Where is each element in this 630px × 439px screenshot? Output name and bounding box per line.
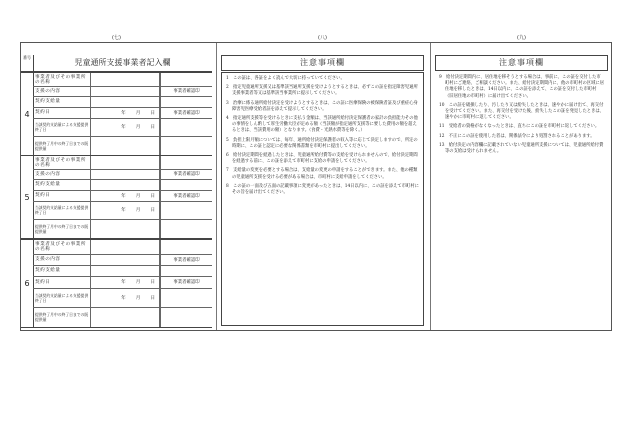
confirm-stamp-box <box>160 307 212 327</box>
note-item: 6 給付決定期間を経過したときは、児童通所給付費等の支給を受けられませんので、給付決定期間を経過する前に、この証を添えて市町村に支給の申請をしてください。 <box>226 153 418 165</box>
end-date-field[interactable]: 年 月 日 <box>93 118 160 136</box>
provider-entry <box>21 155 212 239</box>
note-item: 8 この証の一面及び五面の記載事項に変更があったときは、14日以内に、この証を添えて市町村にその旨を届け出てください。 <box>226 183 419 196</box>
end-date-row <box>33 118 212 137</box>
support-content-field[interactable] <box>93 254 160 265</box>
confirm-stamp-label: 事業者確認印 <box>160 254 212 265</box>
entry-number: 5 <box>21 156 34 238</box>
row-label: 事業者及びその事業所の名称 <box>35 156 91 169</box>
note-item: 12 不正にこの証を使用した者は、関係法令により処罰されることがあります。 <box>439 133 595 139</box>
note-item: 3 治療に係る通所給付決定を受けようとするときは、この証に医療保険の被保険者証及び重症心身障害児医療受給者証を添えて提示してください。 <box>226 100 418 112</box>
row-label: 契約日 <box>35 276 91 288</box>
panel-number: (七) <box>112 35 121 41</box>
provider-name-row <box>33 240 212 255</box>
confirm-stamp-label: 事業者確認印 <box>160 276 212 288</box>
row-label: 当該契約支給量による支援提供終了日 <box>35 201 91 219</box>
contract-amount-field[interactable] <box>93 96 160 107</box>
provider-name-field[interactable] <box>93 73 160 86</box>
row-label: 当該契約支給量による支援提供終了日 <box>35 118 91 136</box>
contract-amount-field[interactable] <box>93 265 160 276</box>
contract-date-field[interactable]: 年 月 日 <box>93 276 160 288</box>
provider-name-row <box>33 73 212 87</box>
notes-list <box>435 72 608 326</box>
provider-entry <box>21 239 212 328</box>
panel-number: (八) <box>318 35 327 41</box>
contract-amount-field[interactable] <box>93 179 160 190</box>
confirm-stamp-box <box>160 265 212 276</box>
row-label: 契約日 <box>35 107 91 118</box>
confirm-stamp-box <box>160 96 212 107</box>
confirm-stamp-label <box>160 73 212 86</box>
confirm-stamp-box <box>160 219 212 238</box>
provider-name-field[interactable] <box>93 240 160 254</box>
remaining-field[interactable] <box>93 307 160 327</box>
note-item: 10 この証を破損したり、汚したり又は紛失したときは、速やかに届け出て、再交付を受けてください。また、再交付を受けた後、紛失したこの証を発見したときは、速やかに市町村に返してください。 <box>439 102 604 121</box>
support-content-field[interactable] <box>93 86 160 96</box>
row-label: 契約支給量 <box>35 265 91 276</box>
note-item: 7 支給量の変更を必要とする場合は、支給量の変更の申請をすることができます。また、他の種類の児童通所支援を受ける必要がある場合は、市町村に支給申請をしてください。 <box>226 168 418 180</box>
row-label: 支援の内容 <box>35 86 91 96</box>
note-item: 2 指定児童通所支援又は基準該当通所支援を受けようとするときは、必ずこの証を指定障害児通所支援事業者等又は基準該当事業所に提示してください。 <box>226 85 418 97</box>
row-label: 支援の内容 <box>35 169 91 179</box>
contract-date-field[interactable]: 年 月 日 <box>93 107 160 118</box>
end-date-field[interactable]: 年 月 日 <box>93 201 160 219</box>
confirm-stamp-box <box>160 288 212 307</box>
notes-list <box>221 72 424 326</box>
remaining-field[interactable] <box>93 219 160 238</box>
certificate-sheet <box>20 35 612 331</box>
end-date-row <box>33 288 212 308</box>
note-item: 1 この証は、各証をよく読んで大切に持っていてください。 <box>226 76 345 81</box>
confirm-stamp-label <box>160 156 212 169</box>
confirm-stamp-box <box>160 201 212 219</box>
panel-title: 注意事項欄 <box>221 55 424 71</box>
row-label: 支援の内容 <box>35 254 91 265</box>
note-item: 13 給付決定の内容欄に記載されていない児童通所支援については、児童通所給付費等の支給は受けられません。 <box>439 142 604 155</box>
confirm-stamp-box <box>160 118 212 136</box>
row-label: 契約支給量 <box>35 96 91 107</box>
entry-number: 6 <box>21 240 34 327</box>
panel-title: 注意事項欄 <box>435 55 608 71</box>
number-header: 番号 <box>21 55 34 71</box>
remaining-row <box>33 307 212 327</box>
confirm-stamp-box <box>160 136 212 155</box>
row-label: 事業者及びその事業所の名称 <box>35 240 91 254</box>
remaining-row <box>33 219 212 238</box>
row-label: 提供終了月中の終了日までの既提供量 <box>35 307 91 327</box>
panel-title: 児童通所支援事業者記入欄 <box>74 58 171 67</box>
end-date-field[interactable]: 年 月 日 <box>93 288 160 307</box>
entry-number: 4 <box>21 73 34 155</box>
provider-name-field[interactable] <box>93 156 160 169</box>
end-date-row <box>33 201 212 220</box>
confirm-stamp-label <box>160 240 212 254</box>
row-label: 提供終了月中の終了日までの既提供量 <box>35 136 91 155</box>
row-label: 提供終了月中の終了日までの既提供量 <box>35 219 91 238</box>
note-item: 9 給付決定期間内に、居住地を移そうとする場合は、事前に、この証を交付した市町村にご連絡、ご相談ください。また、給付決定期間内に、他の市町村の区域に居住地を移したときは、14日以内に、この証を添えて、この証を交付した市町村（旧居住地の市町村）に届け出てください。 <box>439 75 604 99</box>
note-item: 5 負担上限月額については、毎年、通所給付決定保護者の収入等に応じて決定しますので、所定の時期に、この証と認定に必要な関係書類を市町村に提出してください。 <box>226 137 418 149</box>
provider-entry-panel <box>21 35 212 330</box>
confirm-stamp-label: 事業者確認印 <box>160 107 212 118</box>
note-item: 11 受給者の資格がなくなったときは、直ちにこの証を市町村に返してください。 <box>439 124 600 130</box>
confirm-stamp-label: 事業者確認印 <box>160 169 212 179</box>
row-label: 契約日 <box>35 190 91 201</box>
notes-panel-2 <box>430 35 612 330</box>
notes-panel-1 <box>216 35 428 330</box>
confirm-stamp-label: 事業者確認印 <box>160 190 212 201</box>
contract-date-field[interactable]: 年 月 日 <box>93 190 160 201</box>
panel-number: (九) <box>517 35 526 41</box>
note-item: 4 指定通所支援等を受けるときに支払う金額は、当該通所給付決定保護者の家計の負担能力その他の事情をしん酌して厚生労働大臣が定める額（当該額が指定通所支援等に要した費用の額を超えるときは、当該費用の額）となります。（食費・光熱水費等を除く。） <box>226 116 418 134</box>
row-label: 事業者及びその事業所の名称 <box>35 73 91 86</box>
provider-name-row <box>33 156 212 170</box>
support-content-field[interactable] <box>93 169 160 179</box>
confirm-stamp-box <box>160 179 212 190</box>
remaining-field[interactable] <box>93 136 160 155</box>
row-label: 契約支給量 <box>35 179 91 190</box>
row-label: 当該契約支給量による支援提供終了日 <box>35 288 91 307</box>
provider-entry <box>21 72 212 156</box>
confirm-stamp-label: 事業者確認印 <box>160 86 212 96</box>
remaining-row <box>33 136 212 155</box>
